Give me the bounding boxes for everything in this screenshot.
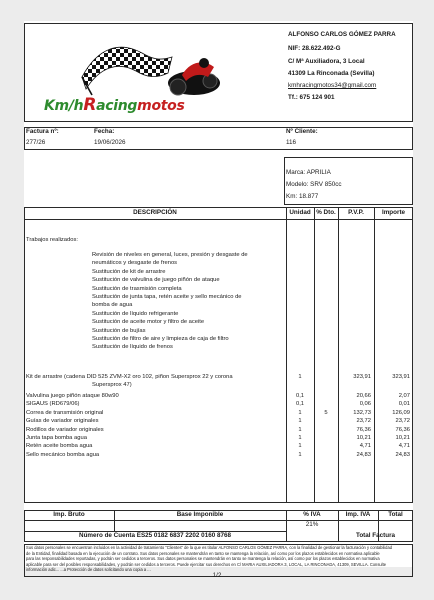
item-pvp: 323,91	[353, 374, 371, 380]
cliente-value: 116	[286, 139, 297, 146]
item-desc: Rodillos de variador originales	[26, 426, 104, 433]
trabajo-item: Sustitución de trasmisión completa	[92, 285, 182, 292]
item-unidad: 1	[298, 451, 302, 458]
company-email-link[interactable]: kmhracingmotos34@gmail.com	[288, 82, 377, 89]
trabajo-item: Sustitución de líquido refrigerante	[92, 310, 179, 317]
item-importe: 24,83	[395, 451, 410, 458]
item-pvp: 132,73	[353, 409, 371, 416]
bank-account: Número de Cuenta ES25 0182 6837 2202 0160 8768	[79, 532, 231, 539]
header-pvp: P.V.P.	[348, 209, 364, 216]
trabajo-item: bomba de agua	[92, 302, 133, 309]
item-unidad: 0,1	[295, 401, 305, 408]
trabajo-item: neumáticos y desgaste de frenos	[92, 260, 178, 267]
company-name: ALFONSO CARLOS GÓMEZ PARRA	[288, 31, 396, 38]
item-pvp: 23,72	[356, 418, 371, 425]
total-label: Total	[388, 511, 403, 518]
iva-pct-value: 21%	[305, 521, 319, 528]
trabajo-item: Sustitución de aceite motor y filtro de aceite	[92, 319, 205, 326]
page-number: 1/2	[212, 572, 222, 579]
items-table-header-divider	[24, 219, 413, 220]
trabajo-item: Sustitución de kit de arrastre	[92, 268, 166, 275]
imp-iva-label: Imp. IVA	[345, 511, 371, 518]
col-divider-2	[314, 207, 315, 503]
item-desc: SIGAUS (RD679/06)	[26, 401, 80, 408]
vehicle-km: Km: 18.877	[286, 193, 319, 200]
factura-value: 277/26	[26, 139, 46, 146]
vehicle-marca: Marca: APRILIA	[286, 169, 331, 176]
item-desc: Kit de arrastre (cadena DID 525 ZVM-X2 oro 102, piñon Supersprox 22 y corona	[26, 374, 233, 380]
item-importe: 126,09	[392, 409, 410, 416]
item-desc-continued: Supersprox 47)	[92, 382, 132, 389]
header-descripcion: DESCRIPCIÓN	[133, 209, 177, 216]
item-unidad: 1	[298, 374, 302, 380]
company-logo	[32, 31, 262, 117]
fecha-value: 19/06/2026	[94, 139, 126, 146]
item-unidad: 1	[298, 409, 302, 416]
imp-bruto-label: Imp. Bruto	[53, 511, 85, 518]
logo-wordmark: Km/hRacingmotos	[44, 95, 185, 115]
company-nif: NIF: 28.622.492-G	[288, 45, 341, 52]
header-unidad: Unidad	[289, 209, 311, 216]
header-dto: % Dto.	[316, 209, 336, 216]
legal-line: aplicable para ser del posibles responsabilidades, y podrán ser cedidos a terceros. Puede ejercitar sus derechos en C/ MARIA AUXILIADORA 3, LOCAL, LA RINCONADA, 41309, SEVILLA. Consulte	[26, 561, 386, 567]
item-importe: 10,21	[395, 435, 410, 441]
item-unidad: 1	[298, 443, 302, 450]
item-desc: Valvulina juego piñón ataque 80w90	[26, 393, 119, 399]
legal-line: para las responsabilidades reportadas, y podrán ser cedidos a terceros. Sus datos personales se mantendrán en tanto se mantenga la relación, así como por los plazos establecidos en normativa	[26, 556, 380, 562]
motorcycle-icon	[164, 53, 224, 101]
legal-notice	[26, 545, 411, 573]
iva-pct-label: % IVA	[303, 511, 321, 518]
item-desc: Correa de transmisión original	[26, 409, 104, 416]
item-unidad: 1	[298, 435, 302, 441]
trabajos-title: Trabajos realizados:	[26, 237, 78, 243]
legal-line: información adic... ...a Protección de datos solicitando una copia a ...	[26, 567, 151, 573]
legal-line: Sus datos personales se encuentran incluidos en la actividad de tratamiento "Clientes" de la que es titular ALFONSO CARLOS GÓMEZ PARRA, con la finalidad de gestionar la facturación y contabilidad	[26, 545, 393, 550]
item-desc: Retén aceite bomba agua	[26, 443, 93, 450]
trabajo-item: Sustitución de filtro de aire y limpieza de caja de filtro	[92, 336, 229, 343]
item-desc: Sello mecánico bomba agua	[26, 451, 100, 458]
company-phone: Tf.: 675 124 901	[288, 94, 335, 101]
fecha-label: Fecha:	[94, 128, 115, 135]
total-factura-label: Total Factura	[355, 532, 396, 539]
invoice-sheet	[24, 21, 413, 573]
item-desc: Guías de variador originales	[26, 418, 99, 425]
item-pvp: 4,71	[359, 443, 371, 450]
item-pvp: 0,06	[359, 401, 371, 408]
invoice-meta-box	[24, 127, 413, 150]
company-city: 41309 La Rinconada (Sevilla)	[288, 70, 375, 77]
trabajo-item: Sustitución de bujías	[92, 327, 146, 334]
legal-line: de la Entidad, finalidad basada en la ejecución de un contrato. Sus datos personales se mantendrán en tanto se mantenga la relación, así como por los plazos establecidos en normativa aplicable	[26, 550, 380, 556]
item-pvp: 10,21	[356, 435, 371, 441]
item-unidad: 0,1	[295, 393, 305, 399]
item-unidad: 1	[298, 426, 302, 433]
trabajos-list	[92, 251, 286, 352]
factura-label: Factura nº:	[26, 128, 59, 135]
item-unidad: 1	[298, 418, 302, 425]
item-dto: 5	[324, 409, 328, 416]
totals-header-divider	[24, 520, 413, 521]
base-imponible-label: Base Imponible	[176, 511, 224, 518]
item-importe: 76,36	[395, 426, 410, 433]
item-importe: 0,01	[398, 401, 410, 408]
header-importe: Importe	[381, 209, 406, 216]
item-pvp: 20,66	[356, 393, 371, 399]
trabajo-item: Sustitución de junta tapa, retén aceite y sello mecánico de	[92, 294, 242, 301]
cliente-label: Nº Cliente:	[286, 128, 318, 135]
item-importe: 4,71	[398, 443, 410, 450]
trabajo-item: Revisión de niveles en general, luces, presión y desgaste de	[92, 252, 248, 258]
trabajo-item: Sustitución de valvulina de juego piñón de ataque	[92, 277, 220, 284]
item-importe: 23,72	[395, 418, 410, 425]
item-importe: 2,07	[398, 393, 410, 399]
item-desc: Junta tapa bomba agua	[26, 435, 87, 441]
company-address: C/ Mª Auxiliadora, 3 Local	[288, 58, 365, 65]
item-pvp: 76,36	[356, 426, 371, 433]
item-importe: 323,91	[392, 374, 410, 380]
vehicle-modelo: Modelo: SRV 850cc	[286, 181, 342, 188]
trabajo-item: Sustitución de líquido de frenos	[92, 344, 173, 351]
item-pvp: 24,83	[356, 451, 371, 458]
